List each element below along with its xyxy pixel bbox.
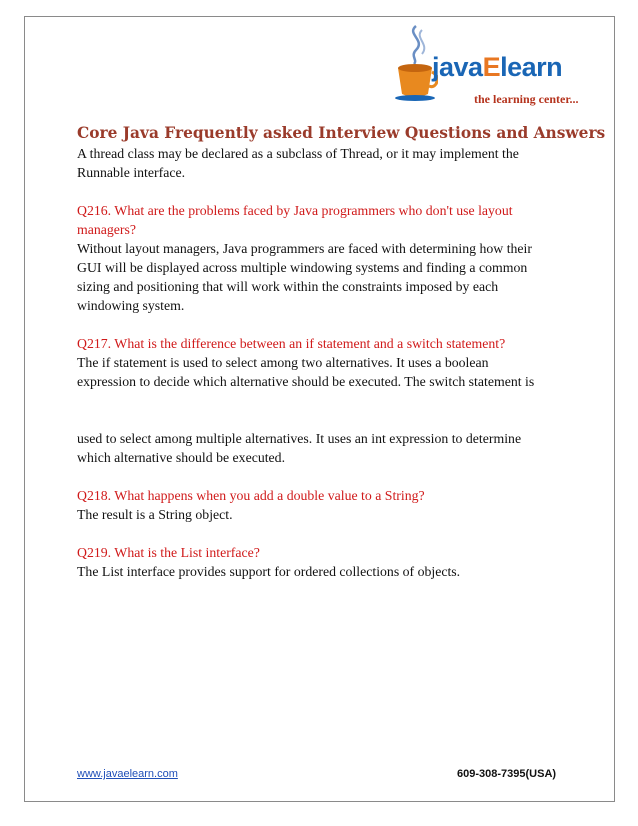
document-body <box>77 144 567 581</box>
question-219: Q219. What is the List interface? <box>77 545 260 560</box>
logo-tagline: the learning center... <box>474 92 579 106</box>
page-heading: Core Java Frequently asked Interview Questions and Answers <box>77 124 606 142</box>
answer-line: The result is a String object. <box>77 507 233 522</box>
logo-wordmark: javaElearn <box>432 52 563 82</box>
answer-line: The List interface provides support for ordered collections of objects. <box>77 564 461 579</box>
answer-line: The if statement is used to select among two alternatives. It uses a boolean <box>77 355 489 370</box>
question-216-cont: managers? <box>77 222 136 237</box>
question-218: Q218. What happens when you add a double value to a String? <box>77 488 425 503</box>
answer-line: used to select among multiple alternatives. It uses an int expression to determine <box>77 431 522 446</box>
answer-line: expression to decide which alternative should be executed. The switch statement is <box>77 374 535 389</box>
answer-line: which alternative should be executed. <box>77 450 286 465</box>
intro-line: A thread class may be declared as a subclass of Thread, or it may implement the <box>77 146 519 161</box>
javaelearn-logo <box>392 20 582 110</box>
intro-line: Runnable interface. <box>77 165 186 180</box>
answer-line: sizing and positioning that will work within the constraints imposed by each <box>77 279 499 294</box>
website-link[interactable]: www.javaelearn.com <box>77 768 178 780</box>
answer-line: windowing system. <box>77 298 185 313</box>
phone-number: 609-308-7395(USA) <box>457 768 557 780</box>
answer-line: Without layout managers, Java programmers are faced with determining how their <box>77 241 532 256</box>
answer-line: GUI will be displayed across multiple windowing systems and finding a common <box>77 260 528 275</box>
question-217: Q217. What is the difference between an if statement and a switch statement? <box>77 336 506 351</box>
question-216: Q216. What are the problems faced by Java programmers who don't use layout <box>77 203 513 218</box>
